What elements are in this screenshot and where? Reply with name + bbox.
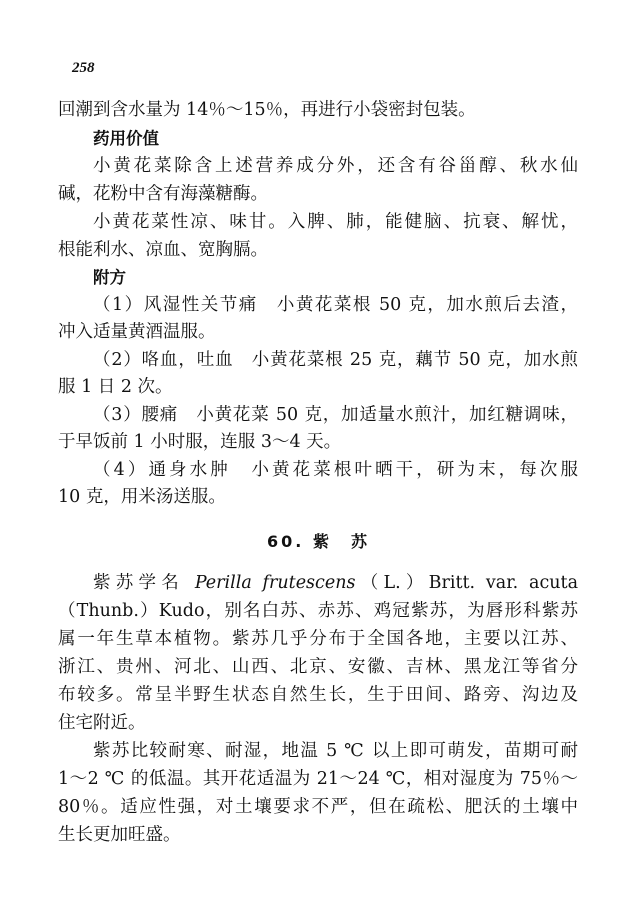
medicinal-para2-line2: 根能利水、凉血、宽胸膈。: [58, 240, 268, 260]
perilla-para2-line1: 紫苏比较耐寒、耐湿，地温 5 ℃ 以上即可萌发，苗期可耐: [93, 741, 578, 761]
prescription-3-line2: 于早饭前 1 小时服，连服 3～4 天。: [58, 432, 342, 452]
prescription-1-line2: 冲入适量黄酒温服。: [58, 322, 216, 342]
section-heading-medicinal: 药用价值: [93, 129, 159, 148]
perilla-para1-line3: 属一年生草本植物。紫苏几乎分布于全国各地，主要以江苏、: [58, 629, 578, 649]
prescription-1-line1: （1）风湿性关节痛 小黄花菜根 50 克，加水煎后去渣，: [93, 295, 578, 315]
medicinal-para2-line1: 小黄花菜性凉、味甘。入脾、肺，能健脑、抗衰、解忧，: [93, 212, 578, 232]
perilla-para2-line3: 80％。适应性强，对土壤要求不严，但在疏松、肥沃的土壤中: [58, 797, 578, 817]
prescription-2-line1: （2）咯血，吐血 小黄花菜根 25 克，藕节 50 克，加水煎: [93, 350, 578, 370]
medicinal-para1-line2: 碱，花粉中含有海藻糖酶。: [58, 184, 268, 204]
perilla-para2-line4: 生长更加旺盛。: [58, 825, 181, 845]
perilla-para1-line5: 布较多。常呈半野生状态自然生长，生于田间、路旁、沟边及: [58, 685, 578, 705]
prescription-3-line1: （3）腰痛 小黄花菜 50 克，加适量水煎汁，加红糖调味，: [93, 405, 578, 425]
medicinal-para1-line1: 小黄花菜除含上述营养成分外，还含有谷甾醇、秋水仙: [93, 156, 578, 176]
chapter-title: 60. 紫 苏: [267, 532, 370, 551]
latin-name: Perilla frutescens: [194, 573, 356, 593]
prescription-2-line2: 服 1 日 2 次。: [58, 377, 173, 397]
prescription-4-line2: 10 克，用米汤送服。: [58, 487, 226, 507]
perilla-intro-text: 紫苏学名: [93, 573, 195, 593]
page-number: 258: [72, 60, 95, 76]
perilla-para2-line2: 1～2 ℃ 的低温。其开花适温为 21～24 ℃，相对湿度为 75％～: [58, 769, 578, 789]
intro-line: 回潮到含水量为 14％～15％，再进行小袋密封包装。: [58, 100, 476, 120]
section-heading-prescriptions: 附方: [93, 268, 126, 287]
perilla-para1-line2: （Thunb.）Kudo，别名白苏、赤苏、鸡冠紫苏，为唇形科紫苏: [58, 601, 578, 621]
prescription-4-line1: （4）通身水肿 小黄花菜根叶晒干，研为末，每次服: [93, 460, 578, 480]
perilla-para1-line6: 住宅附近。: [58, 713, 146, 733]
latin-authority: （L.）Britt. var. acuta: [355, 573, 579, 593]
perilla-para1-line1: [93, 575, 578, 593]
perilla-para1-line4: 浙江、贵州、河北、山西、北京、安徽、吉林、黑龙江等省分: [58, 657, 578, 677]
